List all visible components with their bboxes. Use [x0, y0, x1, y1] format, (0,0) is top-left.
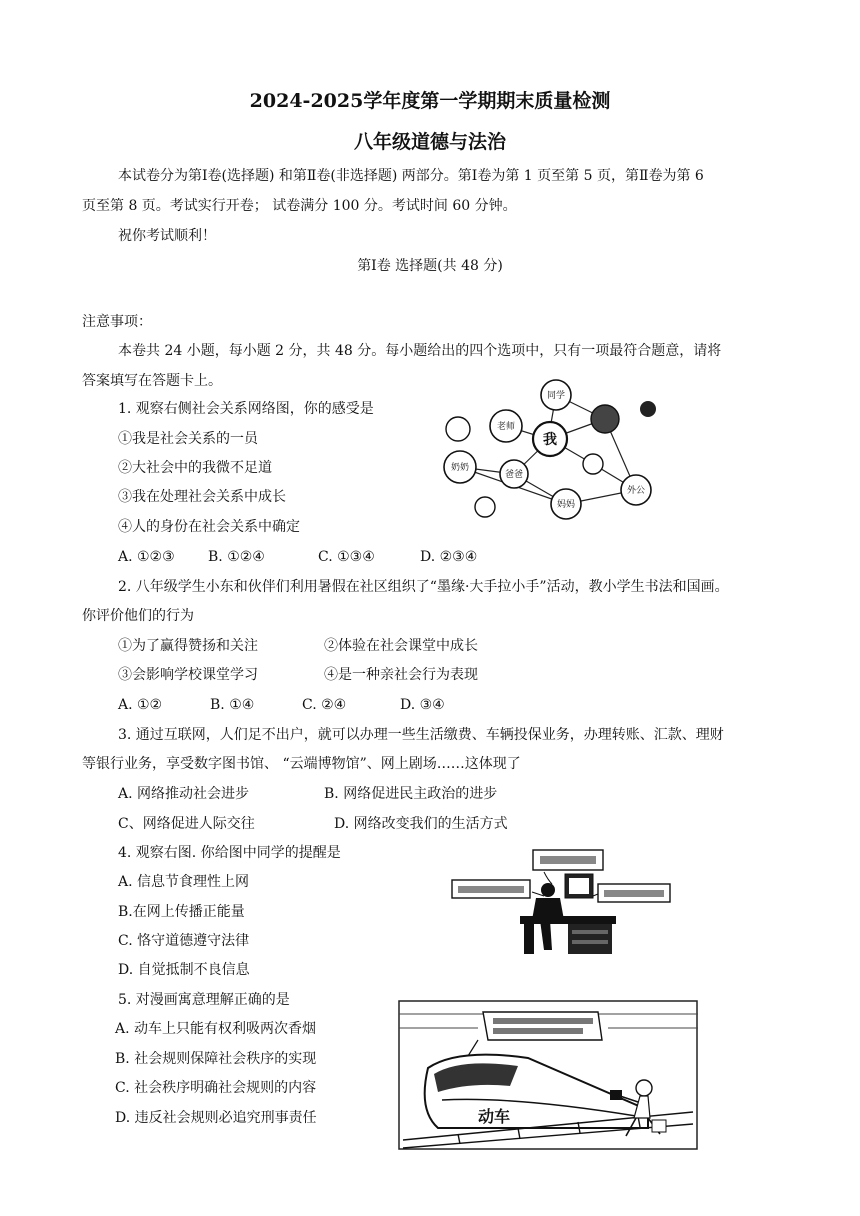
- q3-option-a[interactable]: A. 网络推动社会进步: [118, 786, 250, 802]
- exam-subject: 八年级道德与法治: [353, 131, 506, 153]
- q5-option-a[interactable]: A. 动车上只能有权利吸两次香烟: [115, 1021, 317, 1037]
- section-title: 第Ⅰ卷 选择题(共 48 分): [357, 258, 503, 274]
- q1-options: [118, 547, 477, 567]
- q2-stem-2: 你评价他们的行为: [82, 608, 194, 624]
- q2-item-1: ①为了赢得赞扬和关注: [118, 638, 258, 654]
- social-network-figure: [438, 377, 668, 522]
- q4-option-c[interactable]: C. 恪守道德遵守法律: [118, 933, 250, 949]
- label-grandma: 奶奶: [450, 463, 470, 473]
- q1-item-4: ④人的身份在社会关系中确定: [118, 519, 300, 535]
- q2-items-row-2: [118, 665, 478, 685]
- q1-stem: 1. 观察右侧社会关系网络图，你的感受是: [118, 401, 374, 417]
- q2-option-c[interactable]: C. ②④: [302, 697, 347, 713]
- q2-item-4: ④是一种亲社会行为表现: [324, 667, 478, 683]
- intro-line-1: 本试卷分为第Ⅰ卷(选择题) 和第Ⅱ卷(非选择题) 两部分。第Ⅰ卷为第 1 页至第 5 页，第Ⅱ卷为第 6: [118, 168, 704, 184]
- train-label: 动车: [478, 1107, 511, 1126]
- q2-option-a[interactable]: A. ①②: [118, 697, 163, 713]
- q2-options: [118, 695, 445, 715]
- q2-option-d[interactable]: D. ③④: [400, 697, 445, 713]
- notice-title: 注意事项：: [82, 314, 152, 330]
- intro-wish: 祝你考试顺利！: [118, 228, 216, 244]
- q3-stem-1: 3. 通过互联网，人们足不出户，就可以办理一些生活缴费、车辆投保业务，办理转账、汇款、理财: [118, 727, 724, 743]
- q1-option-d[interactable]: D. ②③④: [420, 549, 478, 565]
- q3-options-row-2: [118, 814, 508, 834]
- q1-item-1: ①我是社会关系的一员: [118, 431, 258, 447]
- label-me: 我: [543, 432, 557, 448]
- label-classmate: 同学: [546, 391, 566, 401]
- q3-stem-2: 等银行业务，享受数字图书馆、 “云端博物馆”、网上剧场……这体现了: [82, 756, 521, 772]
- q2-items-row-1: [118, 636, 478, 656]
- q4-option-d[interactable]: D. 自觉抵制不良信息: [118, 962, 250, 978]
- q1-item-3: ③我在处理社会关系中成长: [118, 489, 286, 505]
- exam-title: 2024-2025学年度第一学期期末质量检测: [249, 90, 611, 112]
- q1-item-2: ②大社会中的我微不足道: [118, 460, 272, 476]
- intro-line-2: 页至第 8 页。考试实行开卷； 试卷满分 100 分。考试时间 60 分钟。: [82, 198, 517, 214]
- notice-line-2: 答案填写在答题卡上。: [82, 373, 222, 389]
- q3-options-row-1: [118, 784, 497, 804]
- node-blank-1: [583, 454, 603, 474]
- online-student-figure: [448, 846, 678, 958]
- label-mom: 妈妈: [556, 500, 576, 510]
- q1-option-b[interactable]: B. ①②④: [208, 549, 265, 565]
- q5-option-d[interactable]: D. 违反社会规则必追究刑事责任: [115, 1110, 317, 1126]
- node-small-dark: [640, 401, 656, 417]
- q5-option-b[interactable]: B. 社会规则保障社会秩序的实现: [115, 1051, 317, 1067]
- q3-option-c[interactable]: C、网络促进人际交往: [118, 816, 255, 832]
- node-blank-3: [475, 497, 495, 517]
- q5-stem: 5. 对漫画寓意理解正确的是: [118, 992, 290, 1008]
- train-cartoon-figure: [398, 1000, 698, 1150]
- node-blank-2: [446, 417, 470, 441]
- q4-option-b[interactable]: B.在网上传播正能量: [118, 904, 245, 920]
- q1-option-c[interactable]: C. ①③④: [318, 549, 375, 565]
- label-grandpa: 外公: [626, 486, 646, 496]
- label-teacher: 老师: [496, 422, 516, 432]
- q2-item-3: ③会影响学校课堂学习: [118, 667, 258, 683]
- q5-option-c[interactable]: C. 社会秩序明确社会规则的内容: [115, 1080, 317, 1096]
- q2-stem-1: 2. 八年级学生小东和伙伴们利用暑假在社区组织了“墨缘·大手拉小手”活动，教小学生书法和国画。: [118, 579, 729, 595]
- notice-line-1: 本卷共 24 小题，每小题 2 分，共 48 分。每小题给出的四个选项中，只有一项最符合题意，请将: [118, 343, 722, 359]
- q3-option-b[interactable]: B. 网络促进民主政治的进步: [324, 786, 498, 802]
- q2-item-2: ②体验在社会课堂中成长: [324, 638, 478, 654]
- q1-option-a[interactable]: A. ①②③: [118, 549, 175, 565]
- q4-option-a[interactable]: A. 信息节食理性上网: [118, 874, 250, 890]
- node-dark: [591, 405, 619, 433]
- q4-stem: 4. 观察右图. 你给图中同学的提醒是: [118, 845, 341, 861]
- q2-option-b[interactable]: B. ①④: [210, 697, 255, 713]
- q3-option-d[interactable]: D. 网络改变我们的生活方式: [334, 816, 508, 832]
- label-dad: 爸爸: [504, 470, 524, 480]
